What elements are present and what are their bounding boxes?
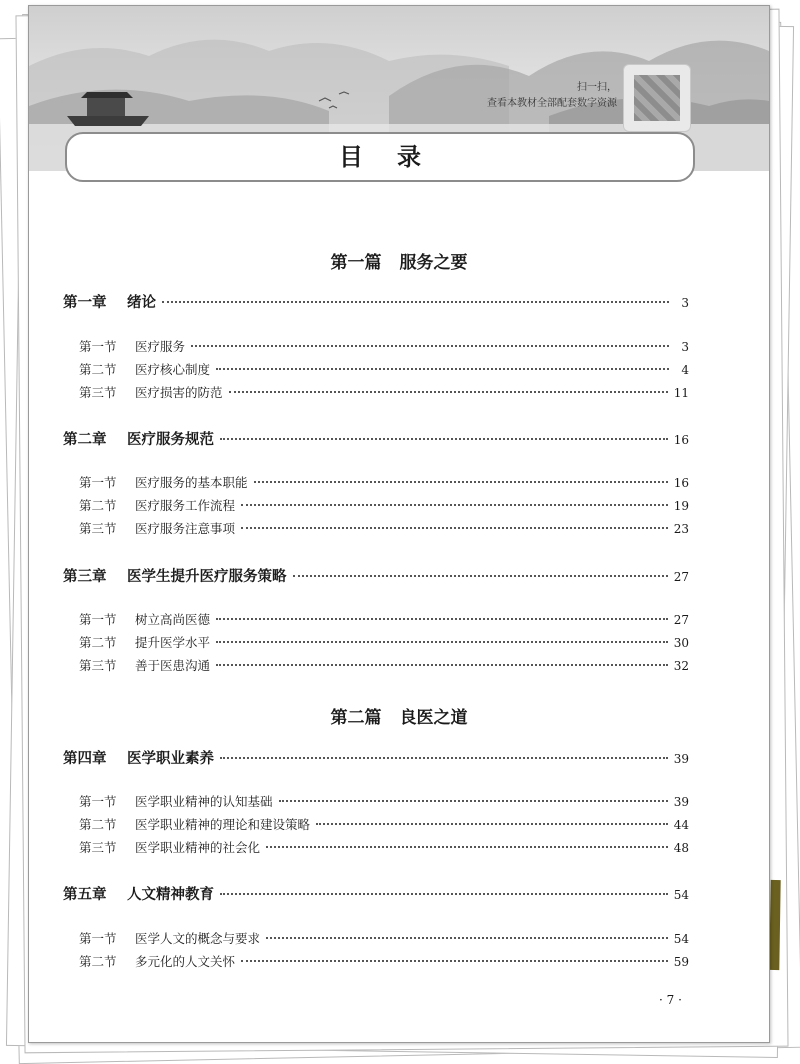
dot-leader — [191, 345, 669, 347]
dot-leader — [241, 960, 668, 962]
section-number: 第二节 — [79, 362, 117, 377]
toc-page — [28, 5, 770, 1043]
section-entry[interactable] — [79, 815, 689, 833]
dot-leader — [293, 575, 668, 577]
chapter-entry[interactable] — [63, 565, 689, 586]
section-number: 第三节 — [79, 840, 117, 855]
section-number: 第二节 — [79, 635, 117, 650]
section-number: 第一节 — [79, 794, 117, 809]
section-title: 医疗服务 — [135, 339, 186, 354]
section-entry[interactable] — [79, 383, 689, 401]
section-title: 医学职业精神的社会化 — [135, 840, 261, 855]
chapter-title: 人文精神教育 — [127, 887, 214, 903]
section-page-number: 23 — [673, 522, 689, 536]
cover-edge — [769, 880, 780, 970]
section-title: 医学职业精神的认知基础 — [135, 794, 273, 809]
section-title: 医疗损害的防范 — [135, 385, 223, 400]
section-title: 医疗服务工作流程 — [135, 498, 236, 513]
dot-leader — [229, 391, 668, 393]
chapter-number: 第二章 — [63, 432, 107, 448]
dot-leader — [241, 504, 668, 506]
section-page-number: 44 — [673, 818, 689, 832]
dot-leader — [254, 481, 668, 483]
section-page-number: 30 — [673, 636, 689, 650]
section-page-number: 3 — [681, 340, 689, 354]
chapter-entry[interactable] — [63, 883, 689, 904]
dot-leader — [241, 527, 668, 529]
chapter-page-number: 39 — [673, 752, 689, 766]
chapter-entry[interactable] — [63, 428, 689, 449]
section-page-number: 32 — [673, 659, 689, 673]
title-frame — [65, 132, 695, 182]
section-title: 医学职业精神的理论和建设策略 — [135, 817, 311, 832]
chapter-number: 第三章 — [63, 569, 107, 585]
section-entry[interactable] — [79, 610, 689, 628]
qr-code[interactable] — [623, 64, 691, 132]
chapter-page-number: 16 — [673, 433, 689, 447]
section-page-number: 19 — [673, 499, 689, 513]
part-label: 第一篇 — [330, 253, 382, 273]
dot-leader — [279, 800, 668, 802]
dot-leader — [220, 757, 668, 759]
section-page-number: 54 — [673, 932, 689, 946]
part-name: 良医之道 — [399, 708, 468, 728]
section-page-number: 11 — [673, 386, 689, 400]
dot-leader — [216, 368, 669, 370]
scan-hint: 扫一扫， 查看本教材全部配套数字资源 — [487, 82, 617, 109]
dot-leader — [216, 641, 668, 643]
section-page-number: 16 — [673, 476, 689, 490]
chapter-page-number: 27 — [673, 570, 689, 584]
dot-leader — [220, 438, 668, 440]
section-entry[interactable] — [79, 519, 689, 537]
dot-leader — [216, 618, 668, 620]
chapter-title: 医学生提升医疗服务策略 — [127, 569, 287, 585]
chapter-page-number: 54 — [673, 888, 689, 902]
section-page-number: 48 — [673, 841, 689, 855]
section-title: 医疗核心制度 — [135, 362, 211, 377]
dot-leader — [266, 846, 668, 848]
section-entry[interactable] — [79, 337, 689, 355]
section-entry[interactable] — [79, 633, 689, 651]
section-title: 善于医患沟通 — [135, 658, 211, 673]
section-entry[interactable] — [79, 496, 689, 514]
section-entry[interactable] — [79, 929, 689, 947]
section-entry[interactable] — [79, 656, 689, 674]
section-entry[interactable] — [79, 473, 689, 491]
part-heading — [29, 248, 769, 273]
chapter-title: 医疗服务规范 — [127, 432, 214, 448]
section-page-number: 59 — [673, 955, 689, 969]
section-number: 第一节 — [79, 475, 117, 490]
chapter-page-number: 3 — [681, 296, 689, 310]
section-entry[interactable] — [79, 792, 689, 810]
part-name: 服务之要 — [399, 253, 468, 273]
section-title: 医疗服务的基本职能 — [135, 475, 248, 490]
chapter-number: 第五章 — [63, 887, 107, 903]
section-number: 第一节 — [79, 612, 117, 627]
section-number: 第三节 — [79, 521, 117, 536]
section-number: 第一节 — [79, 339, 117, 354]
section-page-number: 4 — [681, 363, 689, 377]
dot-leader — [316, 823, 668, 825]
section-number: 第三节 — [79, 658, 117, 673]
chapter-entry[interactable] — [63, 291, 689, 312]
dot-leader — [266, 937, 668, 939]
section-entry[interactable] — [79, 838, 689, 856]
section-number: 第三节 — [79, 385, 117, 400]
page-title: 目录 — [339, 143, 455, 171]
section-number: 第二节 — [79, 817, 117, 832]
dot-leader — [216, 664, 668, 666]
part-heading — [29, 703, 769, 728]
section-title: 医疗服务注意事项 — [135, 521, 236, 536]
section-title: 多元化的人文关怀 — [135, 954, 236, 969]
section-page-number: 27 — [673, 613, 689, 627]
chapter-number: 第一章 — [63, 295, 107, 311]
section-number: 第二节 — [79, 498, 117, 513]
chapter-title: 医学职业素养 — [127, 751, 214, 767]
section-entry[interactable] — [79, 360, 689, 378]
chapter-title: 绪论 — [127, 295, 156, 311]
section-number: 第一节 — [79, 931, 117, 946]
part-label: 第二篇 — [330, 708, 382, 728]
section-title: 医学人文的概念与要求 — [135, 931, 261, 946]
page-number: · 7 · — [659, 993, 682, 1007]
section-entry[interactable] — [79, 952, 689, 970]
chapter-number: 第四章 — [63, 751, 107, 767]
section-title: 提升医学水平 — [135, 635, 211, 650]
section-title: 树立高尚医德 — [135, 612, 211, 627]
section-page-number: 39 — [673, 795, 689, 809]
dot-leader — [220, 893, 668, 895]
dot-leader — [162, 301, 669, 303]
chapter-entry[interactable] — [63, 747, 689, 768]
section-number: 第二节 — [79, 954, 117, 969]
